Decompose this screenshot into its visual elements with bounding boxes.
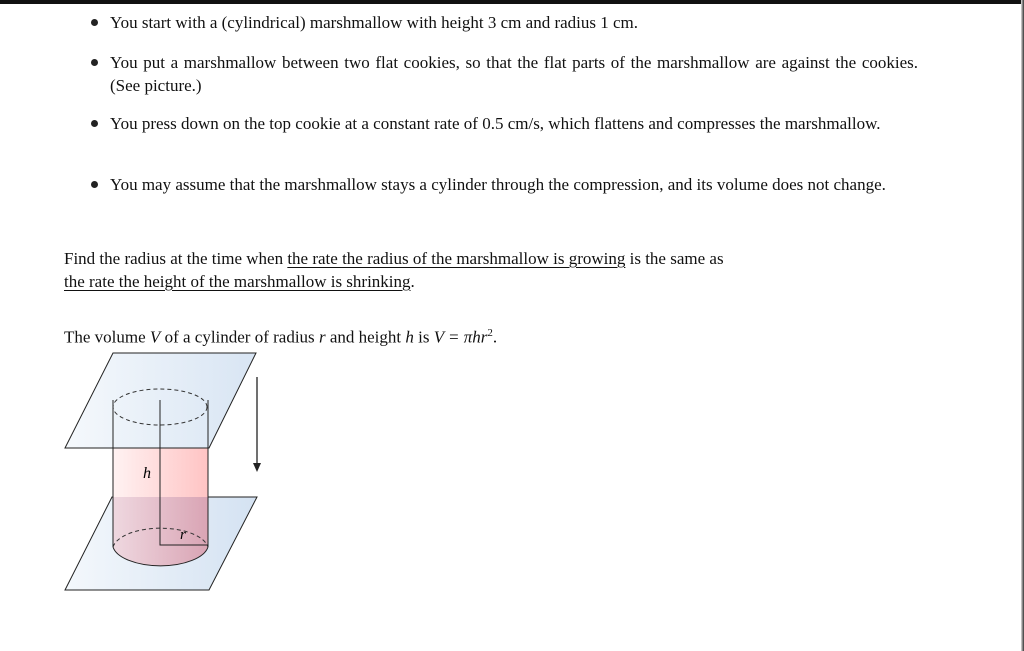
volume-formula: The volume V of a cylinder of radius r and height h is V = πhr$^2$. [64, 327, 498, 347]
h-label: h [143, 465, 151, 482]
bullet-2: You put a marshmallow between two flat cookies, so that the flat parts of the marshmallow are against the cookies. (See picture.) [110, 53, 918, 95]
bullet-3: You press down on the top cookie at a constant rate of 0.5 cm/s, which flattens and compresses the marshmallow. [110, 112, 918, 135]
question-text: Find the radius at the time when the rate the radius of the marshmallow is growing is the same as the rate the height of the marshmallow is shrinking. [64, 249, 724, 291]
bullet-4: You may assume that the marshmallow stays a cylinder through the compression, and its volume does not change. [110, 173, 918, 196]
r-label: r [180, 527, 186, 543]
bullet-1: You start with a (cylindrical) marshmallow with height 3 cm and radius 1 cm. [110, 11, 918, 34]
down-arrow-icon [253, 377, 261, 472]
